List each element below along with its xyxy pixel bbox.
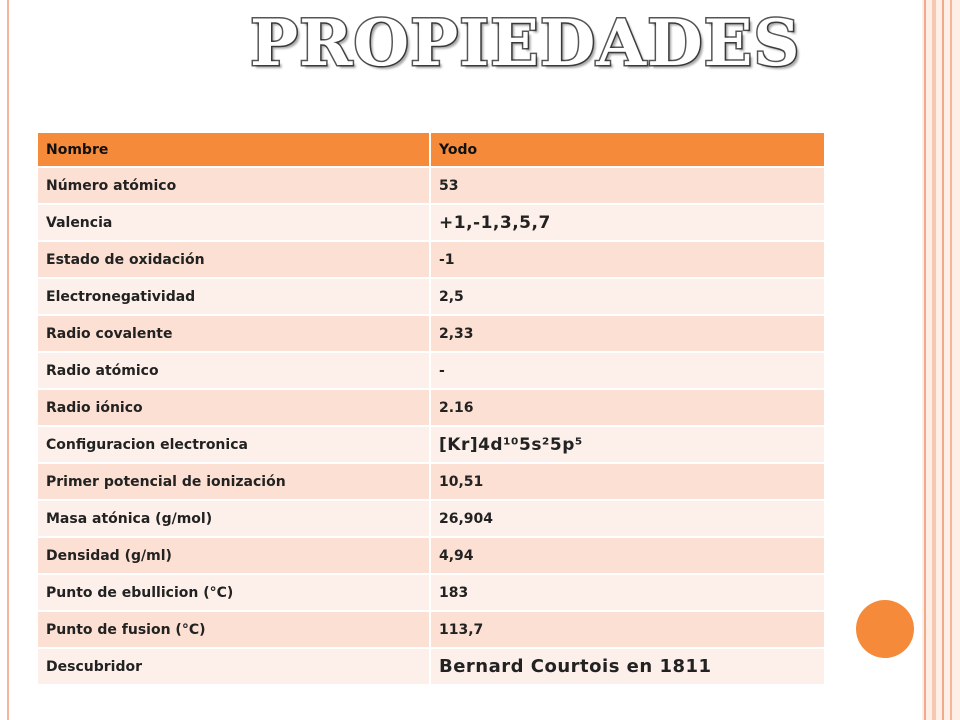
row-label: Número atómico <box>38 167 430 204</box>
row-value: 2,33 <box>430 315 825 352</box>
row-label: Estado de oxidación <box>38 241 430 278</box>
table-row <box>38 204 825 241</box>
table-header-row <box>38 133 825 167</box>
row-value: 2.16 <box>430 389 825 426</box>
row-label: Descubridor <box>38 648 430 685</box>
slide-title: PROPIEDADES <box>250 6 801 81</box>
row-value: 53 <box>430 167 825 204</box>
slide-left-border <box>7 0 9 720</box>
header-element: Yodo <box>430 133 825 167</box>
row-value: +1,-1,3,5,7 <box>430 204 825 241</box>
table-row <box>38 315 825 352</box>
row-label: Radio atómico <box>38 352 430 389</box>
table-row <box>38 167 825 204</box>
row-label: Radio covalente <box>38 315 430 352</box>
row-value: 26,904 <box>430 500 825 537</box>
table-row <box>38 426 825 463</box>
row-value: 4,94 <box>430 537 825 574</box>
row-value: 183 <box>430 574 825 611</box>
row-value: - <box>430 352 825 389</box>
row-label: Electronegatividad <box>38 278 430 315</box>
row-label: Densidad (g/ml) <box>38 537 430 574</box>
table-row <box>38 352 825 389</box>
row-label: Masa atónica (g/mol) <box>38 500 430 537</box>
row-value: Bernard Courtois en 1811 <box>430 648 825 685</box>
table-row <box>38 500 825 537</box>
table-row <box>38 463 825 500</box>
table-row <box>38 241 825 278</box>
header-name: Nombre <box>38 133 430 167</box>
table-row <box>38 278 825 315</box>
properties-table <box>38 133 826 686</box>
row-label: Radio iónico <box>38 389 430 426</box>
row-value: -1 <box>430 241 825 278</box>
table-row <box>38 574 825 611</box>
table-row <box>38 611 825 648</box>
row-value: 2,5 <box>430 278 825 315</box>
table-row <box>38 389 825 426</box>
row-value: 10,51 <box>430 463 825 500</box>
row-label: Punto de fusion (°C) <box>38 611 430 648</box>
table-row <box>38 537 825 574</box>
table-row <box>38 648 825 685</box>
row-label: Punto de ebullicion (°C) <box>38 574 430 611</box>
row-label: Configuracion electronica <box>38 426 430 463</box>
row-value: 113,7 <box>430 611 825 648</box>
row-label: Valencia <box>38 204 430 241</box>
slide-right-border <box>922 0 960 720</box>
decorative-circle <box>856 600 914 658</box>
row-value: [Kr]4d¹⁰5s²5p⁵ <box>430 426 825 463</box>
row-label: Primer potencial de ionización <box>38 463 430 500</box>
